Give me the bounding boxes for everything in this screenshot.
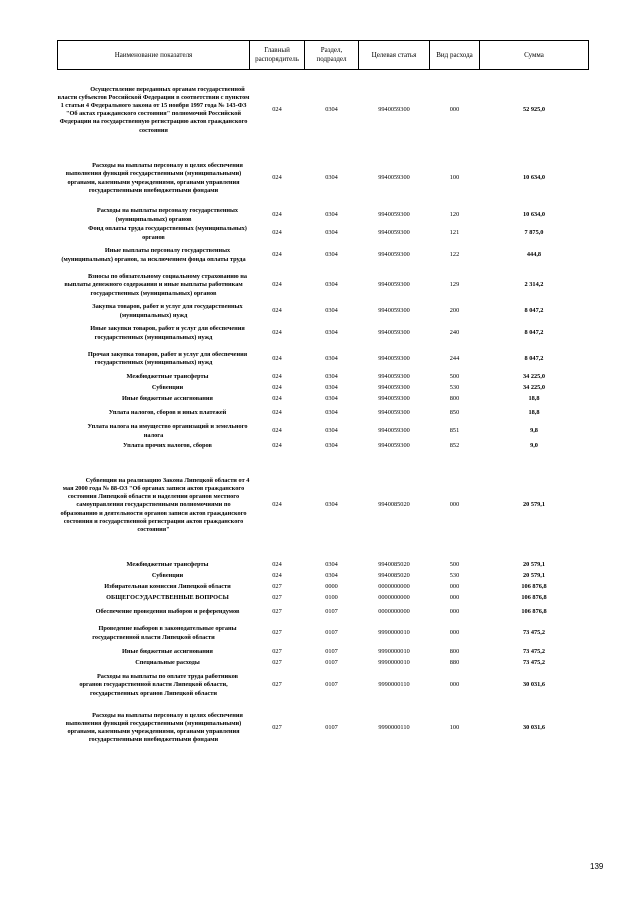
cell-sum: 20 579,1 <box>522 571 546 579</box>
cell-name <box>58 423 250 441</box>
row-label: Взносы по обязательному социальному страхованию на выплаты денежного содержания и иные выплаты работникам государственных (муниципальных) органов <box>64 273 248 297</box>
cell-section: 0107 <box>325 723 338 731</box>
cell-sum: 34 225,0 <box>522 372 546 380</box>
cell-expense: 851 <box>449 427 460 435</box>
cell-manager: 024 <box>272 307 282 315</box>
cell-section: 0304 <box>325 329 338 337</box>
table-row <box>58 372 589 383</box>
cell-section: 0304 <box>325 501 338 509</box>
cell-section: 0304 <box>325 427 338 435</box>
page-number: 139 <box>590 862 604 871</box>
table-row <box>58 669 589 703</box>
cell-expense: 000 <box>449 607 460 615</box>
cell-expense: 122 <box>449 251 460 259</box>
row-label: Иные выплаты персоналу государственных (муниципальных) органов, за исключением фонда оплаты труда <box>61 247 246 263</box>
cell-target: 9940059300 <box>378 394 410 402</box>
cell-expense: 100 <box>449 174 460 182</box>
cell-name <box>58 658 250 669</box>
cell-section: 0304 <box>325 106 338 114</box>
cell-expense: 244 <box>449 354 460 362</box>
cell-name <box>58 243 250 269</box>
cell-target: 9940059300 <box>378 251 410 259</box>
cell-expense: 100 <box>449 723 460 731</box>
cell-target: 0000000000 <box>378 593 410 601</box>
cell-sum: 73 475,2 <box>522 647 546 655</box>
cell-sum: 8 047,2 <box>524 354 544 362</box>
table-row <box>58 658 589 669</box>
row-label: Расходы на выплаты по оплате труда работников органов государственной власти Липецкой области, государственных органов Липецкой области <box>79 673 239 697</box>
cell-sum: 18,8 <box>528 394 540 402</box>
cell-sum: 20 579,1 <box>522 560 546 568</box>
budget-table <box>57 40 589 754</box>
cell-name <box>58 269 250 303</box>
cell-expense: 121 <box>449 229 460 237</box>
cell-target: 9990000010 <box>378 629 410 637</box>
cell-expense: 530 <box>449 571 460 579</box>
cell-manager: 024 <box>272 501 282 509</box>
table-row <box>58 394 589 405</box>
cell-manager: 027 <box>272 681 282 689</box>
cell-target: 9940059300 <box>378 372 410 380</box>
cell-expense: 500 <box>449 560 460 568</box>
cell-name <box>58 70 250 151</box>
cell-section: 0304 <box>325 354 338 362</box>
table-row <box>58 347 589 372</box>
table-row <box>58 225 589 243</box>
table-row <box>58 243 589 269</box>
cell-target: 9940059300 <box>378 329 410 337</box>
cell-sum: 73 475,2 <box>522 658 546 666</box>
cell-name <box>58 441 250 452</box>
row-label: Избирательная комиссия Липецкой области <box>104 582 231 590</box>
row-label: Расходы на выплаты персоналу государственных (муниципальных) органов <box>96 207 239 223</box>
cell-target: 9940059300 <box>378 174 410 182</box>
cell-manager: 027 <box>272 647 282 655</box>
cell-section: 0304 <box>325 409 338 417</box>
row-label: Специальные расходы <box>135 658 200 666</box>
cell-name <box>58 405 250 423</box>
cell-sum: 106 876,8 <box>521 607 547 615</box>
cell-name <box>58 394 250 405</box>
cell-target: 9990000110 <box>378 681 410 689</box>
cell-manager: 024 <box>272 229 282 237</box>
cell-sum: 18,8 <box>528 409 540 417</box>
header-name: Наименование показателя <box>58 41 250 70</box>
cell-name <box>58 571 250 582</box>
cell-target: 9940059300 <box>378 211 410 219</box>
cell-section: 0100 <box>325 593 338 601</box>
row-label: Фонд оплаты труда государственных (муниципальных) органов <box>88 225 247 241</box>
cell-target: 9940059300 <box>378 441 410 449</box>
cell-section: 0304 <box>325 229 338 237</box>
cell-sum: 30 031,6 <box>522 723 546 731</box>
cell-target: 9990000110 <box>378 723 410 731</box>
row-label: Уплата налога на имущество организаций и земельного налога <box>87 423 248 439</box>
table-row <box>58 423 589 441</box>
cell-expense: 000 <box>449 106 460 114</box>
table-row <box>58 207 589 225</box>
cell-section: 0107 <box>325 607 338 615</box>
cell-section: 0304 <box>325 571 338 579</box>
table-row <box>58 441 589 452</box>
row-label: Закупка товаров, работ и услуг для государственных (муниципальных) нужд <box>92 303 243 319</box>
row-label: Проведение выборов в законодательные органы государственной власти Липецкой области <box>92 625 237 641</box>
cell-sum: 9,8 <box>530 427 538 435</box>
cell-manager: 027 <box>272 629 282 637</box>
cell-expense: 000 <box>449 681 460 689</box>
header-target: Целевая статья <box>359 41 430 70</box>
cell-sum: 444,8 <box>526 251 542 259</box>
cell-manager: 024 <box>272 251 282 259</box>
table-row <box>58 151 589 207</box>
cell-manager: 024 <box>272 383 282 391</box>
cell-target: 9940059300 <box>378 409 410 417</box>
cell-expense: 000 <box>449 501 460 509</box>
row-label: Иные закупки товаров, работ и услуг для обеспечения государственных (муниципальных) нужд <box>90 325 245 341</box>
cell-manager: 024 <box>272 106 282 114</box>
row-label: Субвенции <box>151 571 184 579</box>
cell-name <box>58 560 250 571</box>
cell-manager: 024 <box>272 427 282 435</box>
row-label: ОБЩЕГОСУДАРСТВЕННЫЕ ВОПРОСЫ <box>106 593 229 601</box>
cell-expense: 129 <box>449 281 460 289</box>
row-label: Обеспечение проведения выборов и референдумов <box>95 607 240 615</box>
cell-section: 0304 <box>325 174 338 182</box>
row-label: Субвенции <box>151 383 184 391</box>
cell-sum: 9,0 <box>530 441 538 449</box>
table-row <box>58 703 589 754</box>
cell-section: 0304 <box>325 394 338 402</box>
cell-target: 0000000000 <box>378 607 410 615</box>
cell-sum: 10 634,0 <box>522 174 546 182</box>
cell-name <box>58 383 250 394</box>
cell-name <box>58 647 250 658</box>
row-label: Иные бюджетные ассигнования <box>122 647 213 655</box>
cell-manager: 024 <box>272 560 282 568</box>
cell-name <box>58 593 250 604</box>
cell-expense: 000 <box>449 593 460 601</box>
cell-expense: 800 <box>449 394 460 402</box>
cell-target: 9990000010 <box>378 658 410 666</box>
cell-name <box>58 604 250 621</box>
row-label: Межбюджетные трансферты <box>126 560 209 568</box>
header-sum: Сумма <box>480 41 589 70</box>
cell-manager: 024 <box>272 409 282 417</box>
cell-expense: 240 <box>449 329 460 337</box>
cell-manager: 024 <box>272 571 282 579</box>
cell-section: 0304 <box>325 383 338 391</box>
header-expense: Вид расхода <box>430 41 480 70</box>
cell-section: 0107 <box>325 647 338 655</box>
cell-sum: 8 047,2 <box>524 329 544 337</box>
cell-target: 9940085020 <box>378 571 410 579</box>
row-label: Расходы на выплаты персоналу в целях обеспечения выполнения функций государственными (муниципальными) органами, казенными учреждениями, органами управления государственными внебюджетными фондами <box>65 162 243 194</box>
cell-manager: 024 <box>272 174 282 182</box>
cell-manager: 024 <box>272 329 282 337</box>
cell-target: 9990000010 <box>378 647 410 655</box>
cell-sum: 106 876,8 <box>521 582 547 590</box>
cell-target: 0000000000 <box>378 582 410 590</box>
cell-sum: 2 314,2 <box>524 281 544 289</box>
row-label: Иные бюджетные ассигнования <box>122 394 213 402</box>
cell-manager: 027 <box>272 723 282 731</box>
cell-expense: 800 <box>449 647 460 655</box>
cell-manager: 027 <box>272 607 282 615</box>
table-header-row <box>58 41 589 70</box>
cell-sum: 106 876,8 <box>521 593 547 601</box>
table-row <box>58 452 589 560</box>
cell-name <box>58 621 250 647</box>
cell-sum: 8 047,2 <box>524 307 544 315</box>
table-row <box>58 621 589 647</box>
cell-name <box>58 347 250 372</box>
cell-manager: 024 <box>272 372 282 380</box>
cell-section: 0304 <box>325 211 338 219</box>
cell-expense: 000 <box>449 629 460 637</box>
cell-name <box>58 303 250 321</box>
row-label: Уплата прочих налогов, сборов <box>123 441 212 449</box>
row-label: Субвенции на реализацию Закона Липецкой области от 4 мая 2000 года № 88-ОЗ "Об органах записи актов гражданского состояния Липецкой области и наделении органов местного самоуправления государственными полномочиями по образованию и деятельности органов записи актов гражданского состояния и государственной регистрации актов гражданского состояния" <box>60 476 250 533</box>
cell-name <box>58 372 250 383</box>
table-row <box>58 593 589 604</box>
table-row <box>58 647 589 658</box>
cell-name <box>58 225 250 243</box>
cell-section: 0107 <box>325 681 338 689</box>
cell-target: 9940059300 <box>378 354 410 362</box>
cell-name <box>58 321 250 347</box>
cell-manager: 024 <box>272 394 282 402</box>
row-label: Межбюджетные трансферты <box>126 372 209 380</box>
cell-expense: 500 <box>449 372 460 380</box>
cell-manager: 027 <box>272 658 282 666</box>
row-label: Расходы на выплаты персоналу в целях обеспечения выполнения функций государственными (муниципальными) органами, казенными учреждениями, органами управления государственными внебюджетными фондами <box>65 711 243 744</box>
table-row <box>58 383 589 394</box>
cell-expense: 120 <box>449 211 460 219</box>
table-row <box>58 269 589 303</box>
cell-sum: 20 579,1 <box>522 501 546 509</box>
cell-name <box>58 703 250 754</box>
cell-manager: 027 <box>272 593 282 601</box>
table-row <box>58 560 589 571</box>
cell-section: 0107 <box>325 658 338 666</box>
cell-target: 9940059300 <box>378 106 410 114</box>
cell-section: 0107 <box>325 629 338 637</box>
row-label: Уплата налогов, сборов и иных платежей <box>108 409 227 417</box>
cell-section: 0304 <box>325 281 338 289</box>
cell-name <box>58 151 250 207</box>
cell-section: 0304 <box>325 372 338 380</box>
cell-expense: 852 <box>449 441 460 449</box>
cell-target: 9940085020 <box>378 560 410 568</box>
cell-sum: 7 875,0 <box>524 229 544 237</box>
table-row <box>58 604 589 621</box>
cell-manager: 027 <box>272 582 282 590</box>
table-row <box>58 70 589 151</box>
cell-sum: 73 475,2 <box>522 629 546 637</box>
table-row <box>58 405 589 423</box>
cell-target: 9940059300 <box>378 383 410 391</box>
cell-sum: 30 031,6 <box>522 681 546 689</box>
cell-manager: 024 <box>272 354 282 362</box>
cell-sum: 52 925,0 <box>522 106 546 114</box>
cell-section: 0304 <box>325 307 338 315</box>
cell-section: 0000 <box>325 582 338 590</box>
cell-expense: 530 <box>449 383 460 391</box>
cell-target: 9940085020 <box>378 501 410 509</box>
cell-sum: 10 634,0 <box>522 211 546 219</box>
table-row <box>58 571 589 582</box>
cell-expense: 200 <box>449 307 460 315</box>
cell-expense: 850 <box>449 409 460 417</box>
table-row <box>58 321 589 347</box>
cell-name <box>58 207 250 225</box>
cell-name <box>58 582 250 593</box>
header-manager: Главный распорядитель <box>250 41 305 70</box>
table-row <box>58 303 589 321</box>
cell-section: 0304 <box>325 560 338 568</box>
cell-target: 9940059300 <box>378 307 410 315</box>
cell-manager: 024 <box>272 211 282 219</box>
cell-manager: 024 <box>272 441 282 449</box>
cell-target: 9940059300 <box>378 229 410 237</box>
row-label: Прочая закупка товаров, работ и услуг для обеспечения государственных (муниципальных) нужд <box>87 350 248 366</box>
header-section: Раздел, подраздел <box>305 41 359 70</box>
cell-manager: 024 <box>272 281 282 289</box>
row-label: Осуществление переданных органам государственной власти субъектов Российской Федерации в соответствии с пунктом 1 статьи 4 Федерального закона от 15 ноября 1997 года № 143-ФЗ "Об актах гражданского состояния" полномочий Российской Федерации на государственную регистрацию актов гражданского состояния <box>57 85 250 134</box>
cell-section: 0304 <box>325 251 338 259</box>
cell-section: 0304 <box>325 441 338 449</box>
cell-name <box>58 669 250 703</box>
cell-expense: 000 <box>449 582 460 590</box>
cell-expense: 880 <box>449 658 460 666</box>
table-row <box>58 582 589 593</box>
cell-target: 9940059300 <box>378 427 410 435</box>
cell-name <box>58 452 250 560</box>
cell-target: 9940059300 <box>378 281 410 289</box>
cell-sum: 34 225,0 <box>522 383 546 391</box>
